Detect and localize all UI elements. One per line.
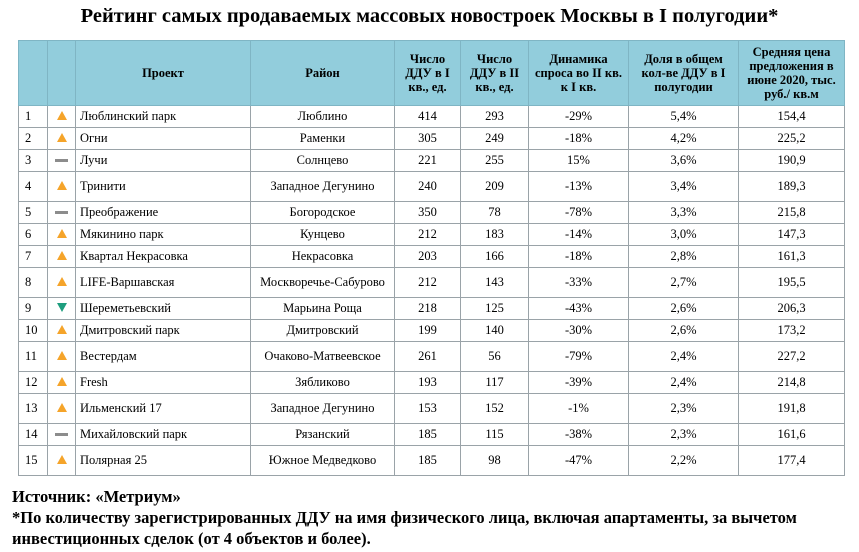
arrow-down-icon [57,303,67,312]
ddu-q1-cell: 350 [395,202,461,224]
share-cell: 2,3% [629,424,739,446]
share-cell: 2,6% [629,298,739,320]
rank-cell: 14 [19,424,48,446]
ddu-q1-cell: 185 [395,446,461,476]
rank-cell: 7 [19,246,48,268]
source-note: Источник: «Метриум» [12,487,181,506]
trend-cell [48,298,76,320]
share-cell: 2,4% [629,342,739,372]
project-cell: Fresh [76,372,251,394]
ddu-q1-cell: 212 [395,224,461,246]
rank-cell: 9 [19,298,48,320]
table-row [19,446,845,476]
district-cell: Зябликово [251,372,395,394]
trend-cell [48,342,76,372]
ddu-q2-cell: 166 [461,246,529,268]
ddu-q2-cell: 125 [461,298,529,320]
rank-cell: 5 [19,202,48,224]
trend-cell [48,202,76,224]
project-cell: Вестердам [76,342,251,372]
price-cell: 190,9 [739,150,845,172]
trend-cell [48,424,76,446]
table-row [19,394,845,424]
project-cell: Полярная 25 [76,446,251,476]
ddu-q2-cell: 152 [461,394,529,424]
share-cell: 3,0% [629,224,739,246]
dash-icon [55,211,68,214]
ddu-q2-cell: 255 [461,150,529,172]
header-ddu-q1: Число ДДУ в I кв., ед. [395,41,461,106]
price-cell: 161,3 [739,246,845,268]
project-cell: Ильменский 17 [76,394,251,424]
price-cell: 147,3 [739,224,845,246]
ddu-q1-cell: 261 [395,342,461,372]
dynamics-cell: -79% [529,342,629,372]
dynamics-cell: 15% [529,150,629,172]
district-cell: Кунцево [251,224,395,246]
arrow-up-icon [57,229,67,238]
price-cell: 195,5 [739,268,845,298]
header-ddu-q2: Число ДДУ в II кв., ед. [461,41,529,106]
district-cell: Западное Дегунино [251,172,395,202]
share-cell: 2,8% [629,246,739,268]
trend-cell [48,446,76,476]
ddu-q2-cell: 143 [461,268,529,298]
ddu-q2-cell: 249 [461,128,529,150]
header-dynamics: Динамика спроса во II кв. к I кв. [529,41,629,106]
ddu-q1-cell: 218 [395,298,461,320]
header-price: Средняя цена предложения в июне 2020, тыс. руб./ кв.м [739,41,845,106]
dynamics-cell: -30% [529,320,629,342]
project-cell: LIFE-Варшавская [76,268,251,298]
dynamics-cell: -47% [529,446,629,476]
trend-cell [48,246,76,268]
dynamics-cell: -39% [529,372,629,394]
ddu-q2-cell: 56 [461,342,529,372]
dash-icon [55,433,68,436]
dynamics-cell: -13% [529,172,629,202]
ddu-q1-cell: 240 [395,172,461,202]
ddu-q1-cell: 185 [395,424,461,446]
ddu-q2-cell: 115 [461,424,529,446]
dash-icon [55,159,68,162]
ddu-q2-cell: 140 [461,320,529,342]
ddu-q1-cell: 212 [395,268,461,298]
ddu-q2-cell: 98 [461,446,529,476]
dynamics-cell: -78% [529,202,629,224]
share-cell: 3,6% [629,150,739,172]
trend-cell [48,320,76,342]
table-row [19,202,845,224]
share-cell: 4,2% [629,128,739,150]
dynamics-cell: -43% [529,298,629,320]
table-row [19,424,845,446]
arrow-up-icon [57,181,67,190]
arrow-up-icon [57,455,67,464]
price-cell: 225,2 [739,128,845,150]
district-cell: Марьина Роща [251,298,395,320]
arrow-up-icon [57,111,67,120]
price-cell: 173,2 [739,320,845,342]
header-district: Район [251,41,395,106]
header-rank [19,41,48,106]
table-row [19,106,845,128]
price-cell: 215,8 [739,202,845,224]
district-cell: Люблино [251,106,395,128]
share-cell: 2,4% [629,372,739,394]
rank-cell: 1 [19,106,48,128]
trend-cell [48,224,76,246]
price-cell: 161,6 [739,424,845,446]
ddu-q2-cell: 117 [461,372,529,394]
ddu-q1-cell: 203 [395,246,461,268]
header-share: Доля в общем кол-ве ДДУ в I полугодии [629,41,739,106]
arrow-up-icon [57,377,67,386]
ranking-table [18,40,845,476]
page-title: Рейтинг самых продаваемых массовых новостроек Москвы в I полугодии* [80,5,779,27]
share-cell: 5,4% [629,106,739,128]
table-row [19,342,845,372]
share-cell: 2,3% [629,394,739,424]
project-cell: Шереметьевский [76,298,251,320]
rank-cell: 4 [19,172,48,202]
table-header-row [19,41,845,106]
arrow-up-icon [57,277,67,286]
trend-cell [48,268,76,298]
rank-cell: 13 [19,394,48,424]
ddu-q2-cell: 78 [461,202,529,224]
rank-cell: 10 [19,320,48,342]
dynamics-cell: -14% [529,224,629,246]
district-cell: Солнцево [251,150,395,172]
ddu-q1-cell: 414 [395,106,461,128]
trend-cell [48,394,76,424]
dynamics-cell: -29% [529,106,629,128]
table-row [19,150,845,172]
dynamics-cell: -33% [529,268,629,298]
rank-cell: 6 [19,224,48,246]
project-cell: Мякинино парк [76,224,251,246]
share-cell: 3,3% [629,202,739,224]
ddu-q2-cell: 293 [461,106,529,128]
footer [12,486,852,549]
share-cell: 2,2% [629,446,739,476]
dynamics-cell: -18% [529,246,629,268]
share-cell: 3,4% [629,172,739,202]
ddu-q1-cell: 199 [395,320,461,342]
project-cell: Дмитровский парк [76,320,251,342]
arrow-up-icon [57,133,67,142]
dynamics-cell: -38% [529,424,629,446]
arrow-up-icon [57,325,67,334]
trend-cell [48,128,76,150]
project-cell: Лучи [76,150,251,172]
district-cell: Москворечье-Сабурово [251,268,395,298]
district-cell: Западное Дегунино [251,394,395,424]
trend-cell [48,106,76,128]
table-row [19,268,845,298]
table-row [19,224,845,246]
project-cell: Квартал Некрасовка [76,246,251,268]
district-cell: Богородское [251,202,395,224]
project-cell: Михайловский парк [76,424,251,446]
project-cell: Преображение [76,202,251,224]
rank-cell: 2 [19,128,48,150]
header-project: Проект [76,41,251,106]
district-cell: Дмитровский [251,320,395,342]
arrow-up-icon [57,351,67,360]
table-row [19,128,845,150]
table-row [19,246,845,268]
trend-cell [48,172,76,202]
arrow-up-icon [57,251,67,260]
district-cell: Очаково-Матвеевское [251,342,395,372]
table-row [19,320,845,342]
price-cell: 227,2 [739,342,845,372]
dynamics-cell: -1% [529,394,629,424]
ddu-q1-cell: 305 [395,128,461,150]
price-cell: 191,8 [739,394,845,424]
project-cell: Огни [76,128,251,150]
price-cell: 214,8 [739,372,845,394]
table-row [19,298,845,320]
rank-cell: 11 [19,342,48,372]
price-cell: 206,3 [739,298,845,320]
dynamics-cell: -18% [529,128,629,150]
rank-cell: 3 [19,150,48,172]
price-cell: 189,3 [739,172,845,202]
share-cell: 2,7% [629,268,739,298]
price-cell: 177,4 [739,446,845,476]
rank-cell: 12 [19,372,48,394]
trend-cell [48,150,76,172]
ddu-q2-cell: 183 [461,224,529,246]
share-cell: 2,6% [629,320,739,342]
ddu-q2-cell: 209 [461,172,529,202]
ddu-q1-cell: 153 [395,394,461,424]
trend-cell [48,372,76,394]
ddu-q1-cell: 193 [395,372,461,394]
table-row [19,172,845,202]
ddu-q1-cell: 221 [395,150,461,172]
header-trend [48,41,76,106]
project-cell: Тринити [76,172,251,202]
district-cell: Рязанский [251,424,395,446]
footnote: *По количеству зарегистрированных ДДУ на имя физического лица, включая апартаменты, за вычетом инвестиционных сделок (от 4 объектов и более). [12,508,797,548]
rank-cell: 15 [19,446,48,476]
district-cell: Южное Медведково [251,446,395,476]
table-row [19,372,845,394]
price-cell: 154,4 [739,106,845,128]
arrow-up-icon [57,403,67,412]
rank-cell: 8 [19,268,48,298]
district-cell: Некрасовка [251,246,395,268]
project-cell: Люблинский парк [76,106,251,128]
district-cell: Раменки [251,128,395,150]
